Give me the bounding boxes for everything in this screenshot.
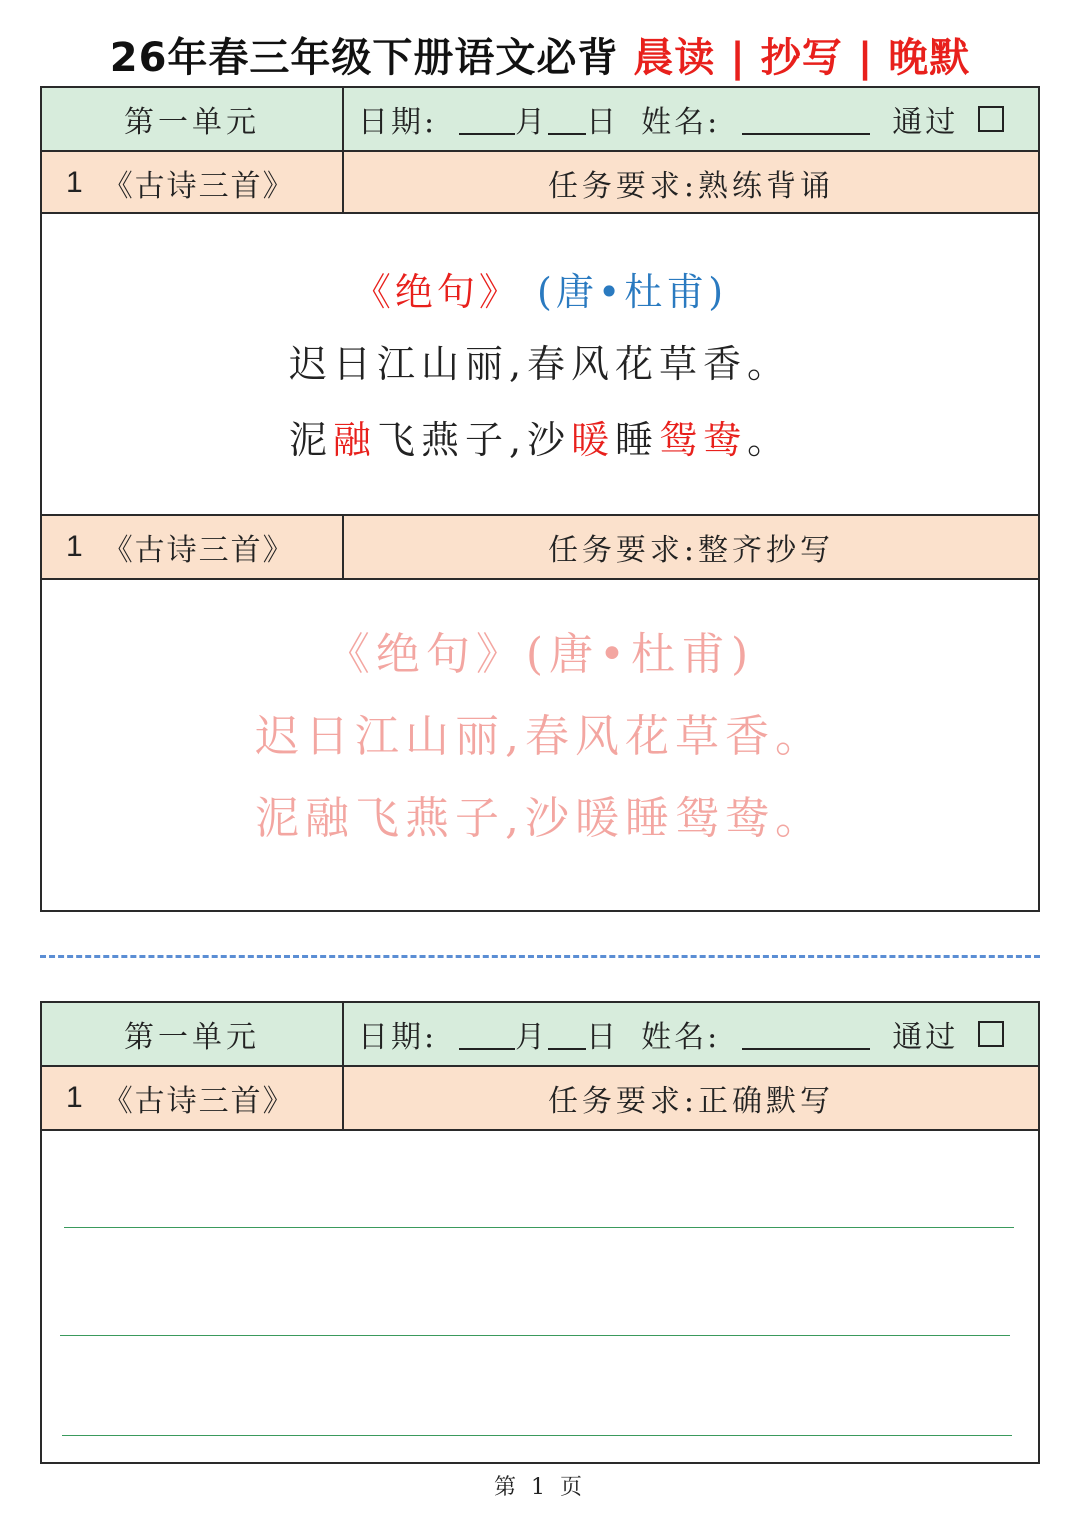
lesson-row (42, 516, 1038, 580)
page-footer (0, 1470, 1080, 1501)
poem-author: (唐•杜甫) (537, 270, 728, 314)
page-title-main: 26年春三年级下册语文必背 (109, 35, 619, 81)
name-label: 姓名: (641, 1020, 721, 1055)
info-fields (344, 88, 1038, 150)
lesson-row (42, 1067, 1038, 1131)
task-copy: 任务要求:整齐抄写 (547, 533, 835, 568)
task-dictate: 任务要求:正确默写 (547, 1084, 835, 1119)
unit-label: 第一单元 (42, 1003, 344, 1065)
day-blank[interactable] (548, 103, 586, 135)
poem-name: 《绝句》 (352, 270, 521, 314)
task-recite: 任务要求:熟练背诵 (547, 169, 835, 204)
month-label: 月 (515, 1020, 549, 1055)
day-label: 日 (586, 1020, 620, 1055)
month-blank[interactable] (459, 103, 515, 135)
pass-label: 通过 (892, 1020, 959, 1055)
dictate-box (40, 1001, 1040, 1464)
writing-line-2[interactable] (60, 1335, 1010, 1336)
lesson-number: 1 (66, 530, 85, 563)
unit-label: 第一单元 (42, 88, 344, 150)
lesson-name: 《古诗三首》 (102, 1084, 295, 1119)
recite-poem (42, 214, 1038, 478)
header-row (42, 88, 1038, 152)
poem-line-2: 泥融飞燕子,沙暖睡鸳鸯。 (288, 418, 792, 462)
writing-line-3[interactable] (62, 1435, 1012, 1436)
info-fields (344, 1003, 1038, 1065)
day-blank[interactable] (548, 1018, 586, 1050)
lesson-number: 1 (66, 166, 85, 199)
trace-poem (42, 580, 1038, 860)
page-prefix: 第 (493, 1475, 520, 1500)
recite-poem-box (40, 212, 1040, 516)
pass-checkbox[interactable] (978, 106, 1004, 132)
page-suffix: 页 (560, 1475, 587, 1500)
month-label: 月 (515, 105, 549, 140)
page-number: 1 (531, 1475, 549, 1500)
lesson-cell (42, 152, 344, 214)
trace-title: 《绝句》(唐•杜甫) (325, 629, 755, 680)
pass-label: 通过 (892, 105, 959, 140)
poem-title (42, 262, 1038, 322)
name-blank[interactable] (742, 103, 870, 135)
name-label: 姓名: (641, 105, 721, 140)
month-blank[interactable] (459, 1018, 515, 1050)
writing-line-1[interactable] (64, 1227, 1014, 1228)
lesson-cell (42, 516, 344, 578)
day-label: 日 (586, 105, 620, 140)
header-row (42, 1003, 1038, 1067)
lesson-name: 《古诗三首》 (102, 533, 295, 568)
lesson-row (42, 152, 1038, 214)
name-blank[interactable] (742, 1018, 870, 1050)
date-label: 日期: (358, 105, 438, 140)
recite-header-box (40, 86, 1040, 214)
pass-checkbox[interactable] (978, 1021, 1004, 1047)
date-label: 日期: (358, 1020, 438, 1055)
poem-line-1: 迟日江山丽,春风花草香。 (288, 342, 792, 386)
trace-line-1: 迟日江山丽,春风花草香。 (255, 711, 825, 762)
lesson-name: 《古诗三首》 (102, 169, 295, 204)
lesson-number: 1 (66, 1081, 85, 1114)
page-title (0, 30, 1080, 86)
lesson-cell (42, 1067, 344, 1129)
trace-line-2: 泥融飞燕子,沙暖睡鸳鸯。 (255, 793, 825, 844)
copy-box (40, 514, 1040, 912)
page-title-tags: 晨读 | 抄写 | 晚默 (633, 35, 971, 81)
section-divider (40, 955, 1040, 958)
